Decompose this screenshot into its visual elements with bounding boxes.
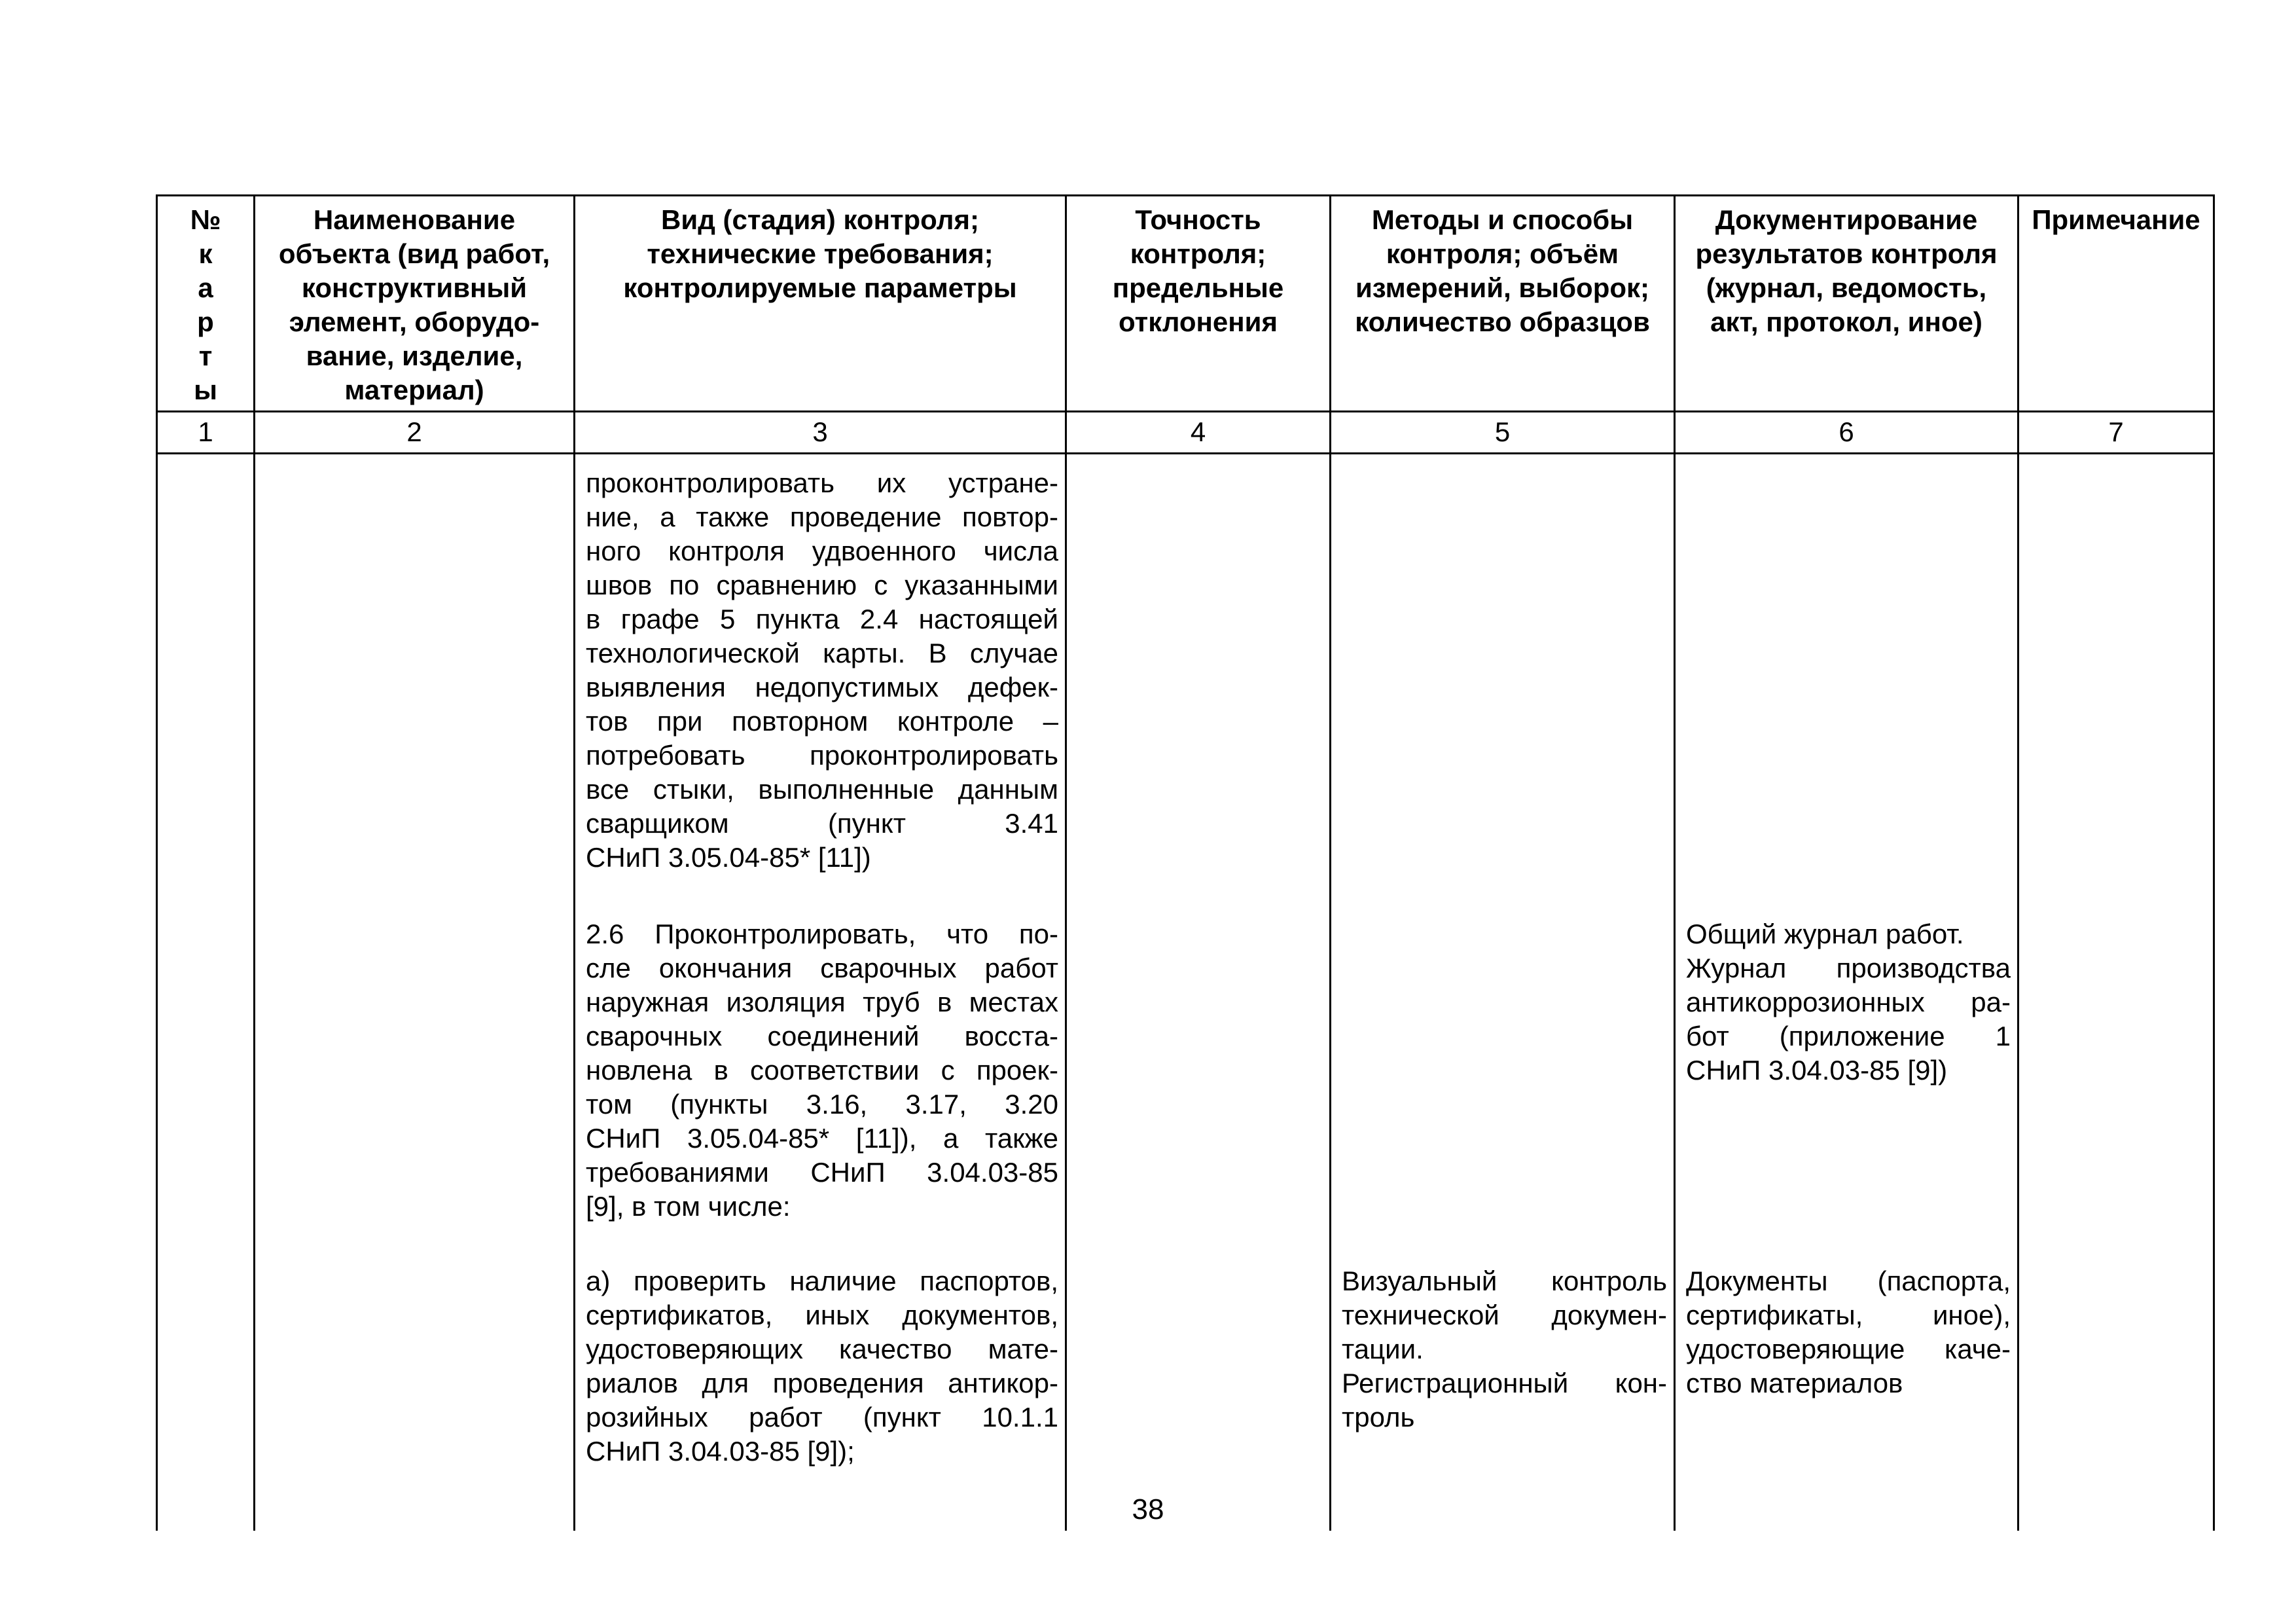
- cell-documentation: [1675, 905, 2018, 1252]
- cell-accuracy: [1066, 454, 1331, 905]
- header-card-number: № к а р т ы: [157, 196, 255, 412]
- cell-methods: [1331, 1252, 1675, 1531]
- cell-object-name: [255, 454, 575, 905]
- header-object-name: Наименование объекта (вид работ, конструктивный элемент, оборудо- вание, изделие, материал): [255, 196, 575, 412]
- table-row: [157, 454, 2214, 905]
- table-row: [157, 1252, 2214, 1531]
- cell-accuracy: [1066, 905, 1331, 1252]
- cell-documentation: [1675, 454, 2018, 905]
- header-documentation: Документирование результатов контроля (журнал, ведомость, акт, протокол, иное): [1675, 196, 2018, 412]
- cell-note: [2018, 905, 2214, 1252]
- column-number: 6: [1675, 412, 2018, 454]
- cell-object-name: [255, 905, 575, 1252]
- cell-methods: [1331, 454, 1675, 905]
- header-control-type: Вид (стадия) контроля; технические требования; контролируемые параметры: [575, 196, 1066, 412]
- cell-card-number: [157, 1252, 255, 1531]
- header-methods: Методы и способы контроля; объём измерений, выборок; количество образцов: [1331, 196, 1675, 412]
- cell-card-number: [157, 905, 255, 1252]
- documentation-text: Общий журнал работ. Журнал производства антикоррозионных ра- бот (приложение 1 СНиП 3.04.03-85 [9]): [1686, 918, 2011, 1085]
- requirements-text: проконтролировать их устране- ние, а также проведение повтор- ного контроля удвоенного числа швов по сравнению с указанными в графе 5 пункта 2.4 настоящей технологической карты. В случае выявления недопустимых дефек- тов при повторном контроле – потребовать проконтролировать все стыки, выполненные данным сварщиком (пункт 3.41 СНиП 3.05.04-85* [11]): [586, 467, 1058, 873]
- header-row: [157, 196, 2214, 412]
- header-note: Примечание: [2018, 196, 2214, 412]
- requirements-text: а) проверить наличие паспортов, сертификатов, иных документов, удостоверяющих качество мате- риалов для проведения антикор- розийных работ (пункт 10.1.1 СНиП 3.04.03-85 [9]);: [586, 1265, 1058, 1467]
- column-numbers-row: [157, 412, 2214, 454]
- cell-requirements: [575, 1252, 1066, 1531]
- cell-object-name: [255, 1252, 575, 1531]
- column-number: 1: [157, 412, 255, 454]
- requirements-text: 2.6 Проконтролировать, что по- сле окончания сварочных работ наружная изоляция труб в местах сварочных соединений восста- новлена в соответствии с проек- том (пункты 3.16, 3.17, 3.20 СНиП 3.05.04-85* [11]), а также требованиями СНиП 3.04.03-85 [9], в том числе:: [586, 918, 1058, 1222]
- page-number: 38: [1132, 1493, 1164, 1525]
- column-number: 7: [2018, 412, 2214, 454]
- column-number: 4: [1066, 412, 1331, 454]
- table-row: [157, 905, 2214, 1252]
- cell-accuracy: [1066, 1252, 1331, 1531]
- cell-documentation: [1675, 1252, 2018, 1531]
- cell-note: [2018, 454, 2214, 905]
- quality-control-table: [156, 194, 2215, 1531]
- column-number: 2: [255, 412, 575, 454]
- cell-requirements: [575, 454, 1066, 905]
- methods-text: Визуальный контроль технической докумен- тации. Регистрационный кон- троль: [1342, 1265, 1667, 1432]
- cell-note: [2018, 1252, 2214, 1531]
- column-number: 5: [1331, 412, 1675, 454]
- cell-card-number: [157, 454, 255, 905]
- column-number: 3: [575, 412, 1066, 454]
- cell-requirements: [575, 905, 1066, 1252]
- cell-methods: [1331, 905, 1675, 1252]
- header-accuracy: Точность контроля; предельные отклонения: [1066, 196, 1331, 412]
- documentation-text: Документы (паспорта, сертификаты, иное), удостоверяющие каче- ство материалов: [1686, 1265, 2011, 1398]
